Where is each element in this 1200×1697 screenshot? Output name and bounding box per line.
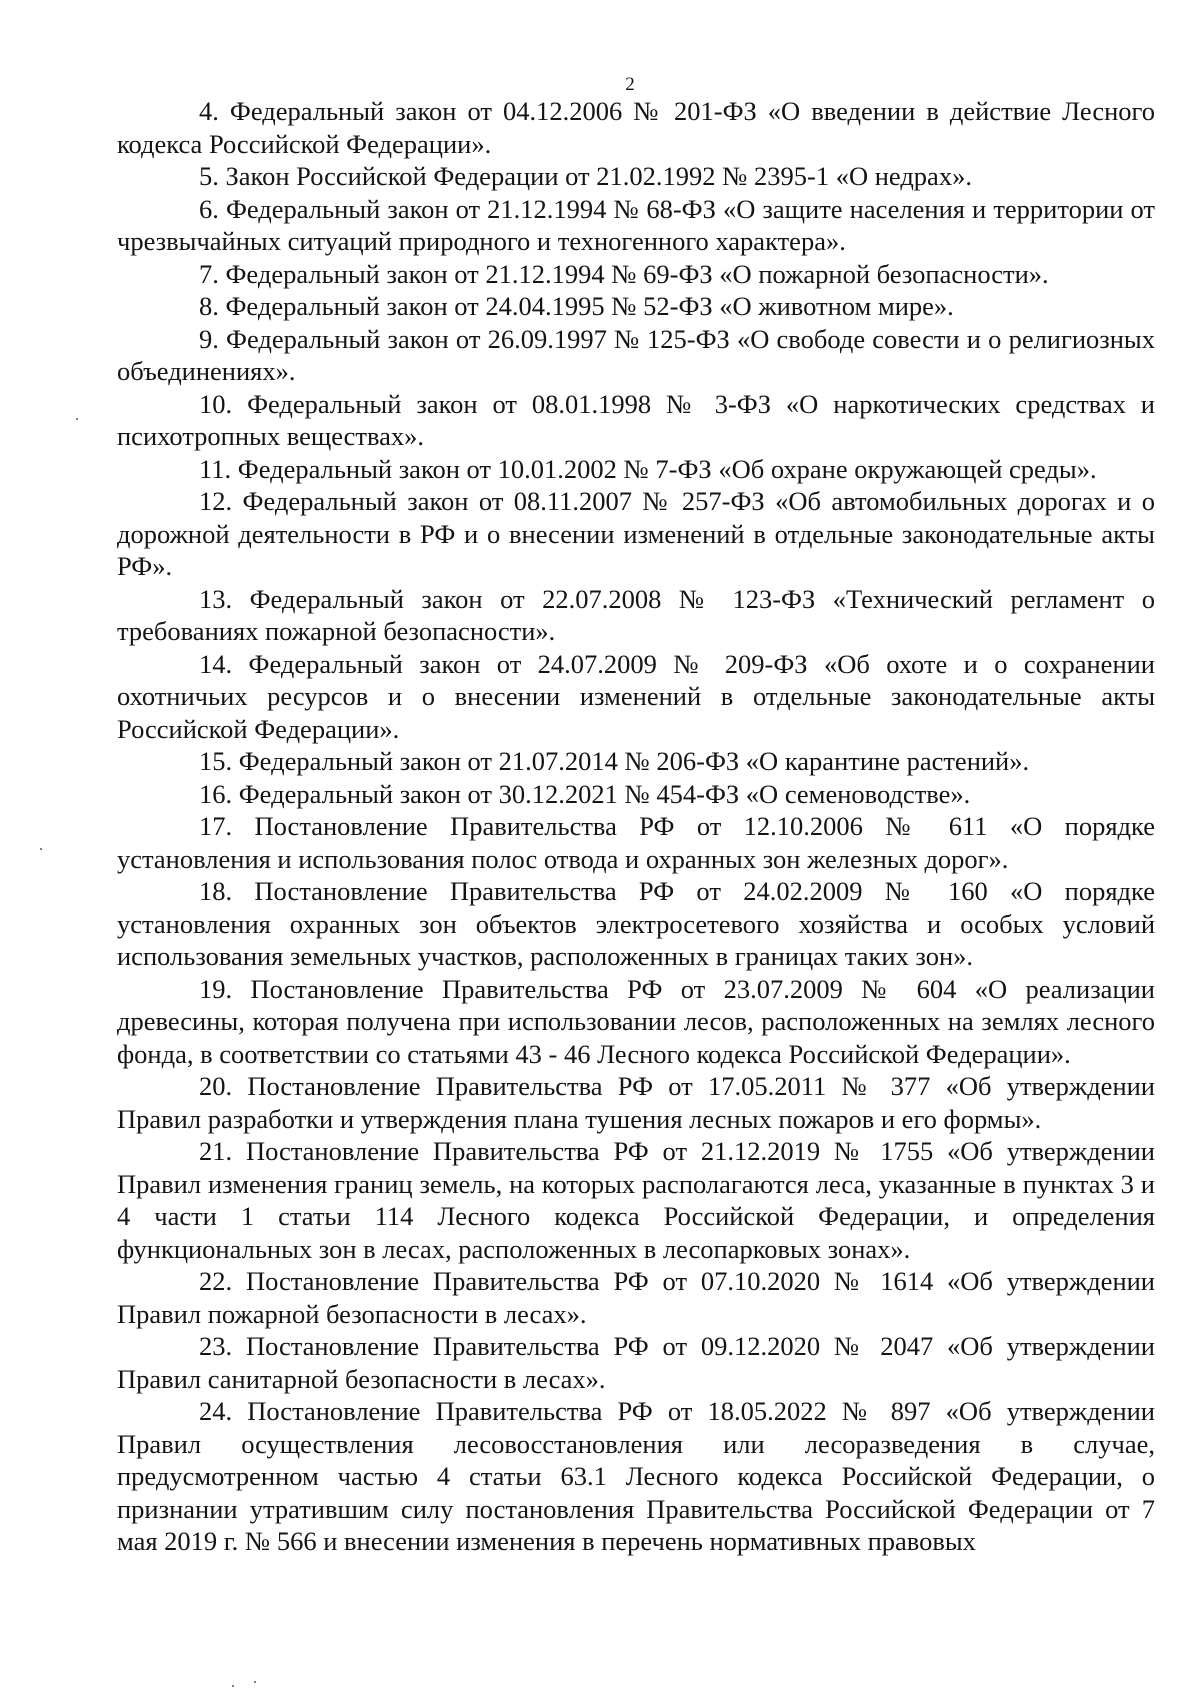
list-item: 13. Федеральный закон от 22.07.2008 № 123-ФЗ «Технический регламент о требованиях пожарной безопасности». xyxy=(117,583,1155,646)
list-item: 21. Постановление Правительства РФ от 21.12.2019 № 1755 «Об утверждении Правил изменения границ земель, на которых располагаются леса, указанные в пунктах 3 и 4 части 1 статьи 114 Лесного кодекса Российской Федерации, и определения функциональных зон в лесах, расположенных в лесопарковых зонах». xyxy=(117,1136,1155,1264)
list-item: 17. Постановление Правительства РФ от 12.10.2006 № 611 «О порядке установления и использования полос отвода и охранных зон железных дорог». xyxy=(117,811,1155,874)
list-item: 11. Федеральный закон от 10.01.2002 № 7-ФЗ «Об охране окружающей среды». xyxy=(199,453,1097,484)
list-item: 12. Федеральный закон от 08.11.2007 № 257-ФЗ «Об автомобильных дорогах и о дорожной деятельности в РФ и о внесении изменений в отдельные законодательные акты РФ». xyxy=(117,486,1155,581)
list-item: 10. Федеральный закон от 08.01.1998 № 3-ФЗ «О наркотических средствах и психотропных веществах». xyxy=(117,388,1155,451)
page-number: 2 xyxy=(625,74,635,95)
list-item: 19. Постановление Правительства РФ от 23.07.2009 № 604 «О реализации древесины, которая получена при использовании лесов, расположенных на землях лесного фонда, в соответствии со статьями 43 - 46 Лесного кодекса Российской Федерации». xyxy=(117,973,1155,1069)
list-item: 24. Постановление Правительства РФ от 18.05.2022 № 897 «Об утверждении Правил осуществления лесовосстановления или лесоразведения в случае, предусмотренном частью 4 статьи 63.1 Лесного кодекса Российской Федерации, о признании утратившим силу постановления Правительства Российской Федерации от 7 мая 2019 г. № 566 и внесении изменения в перечень нормативных правовых xyxy=(117,1396,1155,1556)
scan-speck xyxy=(254,1681,256,1683)
scan-speck xyxy=(40,848,42,850)
list-item: 5. Закон Российской Федерации от 21.02.1992 № 2395-1 «О недрах». xyxy=(199,161,972,191)
list-item: 6. Федеральный закон от 21.12.1994 № 68-ФЗ «О защите населения и территории от чрезвычайных ситуаций природного и техногенного характера». xyxy=(117,193,1155,256)
list-item: 23. Постановление Правительства РФ от 09.12.2020 № 2047 «Об утверждении Правил санитарной безопасности в лесах». xyxy=(117,1331,1155,1394)
list-item: 7. Федеральный закон от 21.12.1994 № 69-ФЗ «О пожарной безопасности». xyxy=(199,258,1049,289)
law-list xyxy=(117,95,1155,1558)
list-item: 8. Федеральный закон от 24.04.1995 № 52-ФЗ «О животном мире». xyxy=(199,291,954,321)
list-item: 4. Федеральный закон от 04.12.2006 № 201-ФЗ «О введении в действие Лесного кодекса Российской Федерации». xyxy=(117,96,1155,159)
scan-speck xyxy=(76,418,78,420)
list-item: 9. Федеральный закон от 26.09.1997 № 125-ФЗ «О свободе совести и о религиозных объединениях». xyxy=(117,323,1155,386)
list-item: 20. Постановление Правительства РФ от 17.05.2011 № 377 «Об утверждении Правил разработки и утверждения плана тушения лесных пожаров и его формы». xyxy=(117,1071,1155,1134)
list-item: 15. Федеральный закон от 21.07.2014 № 206-ФЗ «О карантине растений». xyxy=(199,746,1030,776)
list-item: 22. Постановление Правительства РФ от 07.10.2020 № 1614 «Об утверждении Правил пожарной безопасности в лесах». xyxy=(117,1266,1155,1329)
list-item: 18. Постановление Правительства РФ от 24.02.2009 № 160 «О порядке установления охранных зон объектов электросетевого хозяйства и особых условий использования земельных участков, расположенных в границах таких зон». xyxy=(117,876,1155,971)
scan-speck xyxy=(232,1685,234,1687)
list-item: 14. Федеральный закон от 24.07.2009 № 209-ФЗ «Об охоте и о сохранении охотничьих ресурсов и о внесении изменений в отдельные законодательные акты Российской Федерации». xyxy=(117,648,1155,744)
list-item: 16. Федеральный закон от 30.12.2021 № 454-ФЗ «О семеноводстве». xyxy=(199,778,971,809)
